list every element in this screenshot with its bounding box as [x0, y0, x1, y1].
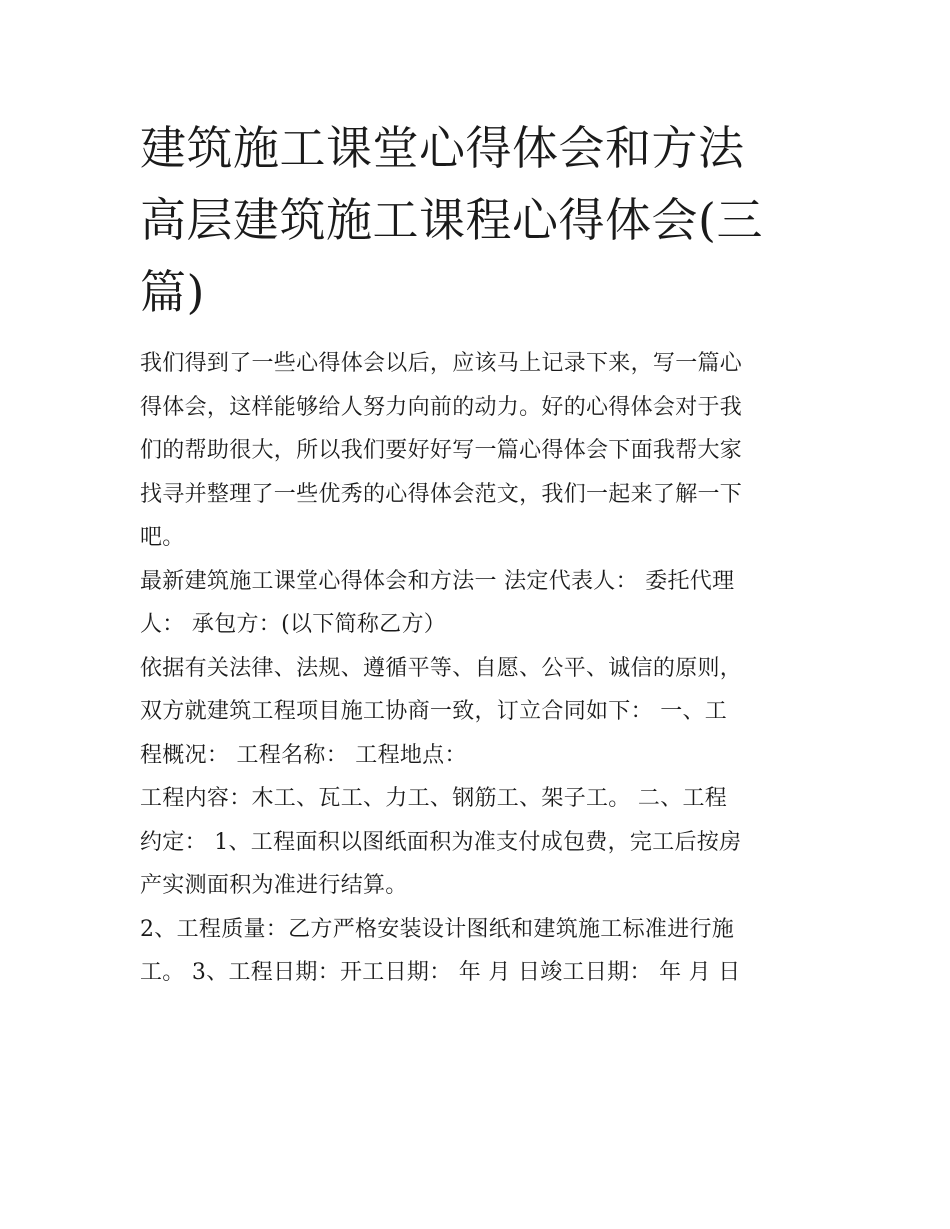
title-line: 建筑施工课堂心得体会和方法	[140, 121, 745, 175]
text-line: 工程内容：木工、瓦工、力工、钢筋工、架子工。 二、工程	[140, 786, 728, 811]
text-line: 工。 3、工程日期：开工日期： 年 月 日竣工日期： 年 月 日	[140, 960, 741, 985]
text-line: 依据有关法律、法规、遵循平等、自愿、公平、诚信的原则，	[140, 655, 743, 681]
text-line: 找寻并整理了一些优秀的心得体会范文，我们一起来了解一下	[140, 481, 743, 507]
text-line: 最新建筑施工课堂心得体会和方法一 法定代表人： 委托代理	[140, 568, 735, 594]
text-line: 吧。	[140, 525, 185, 550]
text-line: 程概况： 工程名称： 工程地点：	[140, 742, 467, 768]
quality-schedule-paragraph	[140, 908, 815, 995]
intro-paragraph	[140, 342, 815, 560]
text-line: 约定： 1、工程面积以图纸面积为准支付成包费，完工后按房	[140, 829, 742, 855]
document-page	[140, 112, 815, 995]
contract-basis-paragraph	[140, 647, 815, 778]
text-line: 们的帮助很大，所以我们要好好写一篇心得体会下面我帮大家	[140, 438, 743, 463]
text-line: 我们得到了一些心得体会以后，应该马上记录下来，写一篇心	[140, 351, 743, 376]
text-line: 得体会，这样能够给人努力向前的动力。好的心得体会对于我	[140, 394, 743, 420]
text-line: 双方就建筑工程项目施工协商一致，订立合同如下： 一、工	[140, 699, 728, 724]
document-title	[140, 112, 815, 328]
text-line: 产实测面积为准进行结算。	[140, 873, 408, 898]
title-line: 高层建筑施工课程心得体会(三	[140, 193, 763, 247]
work-content-paragraph	[140, 777, 815, 908]
text-line: 人： 承包方：(以下简称乙方）	[140, 612, 447, 637]
text-line: 2、工程质量：乙方严格安装设计图纸和建筑施工标准进行施	[140, 916, 735, 942]
contract-parties-paragraph	[140, 560, 815, 647]
title-line: 篇)	[140, 265, 205, 319]
